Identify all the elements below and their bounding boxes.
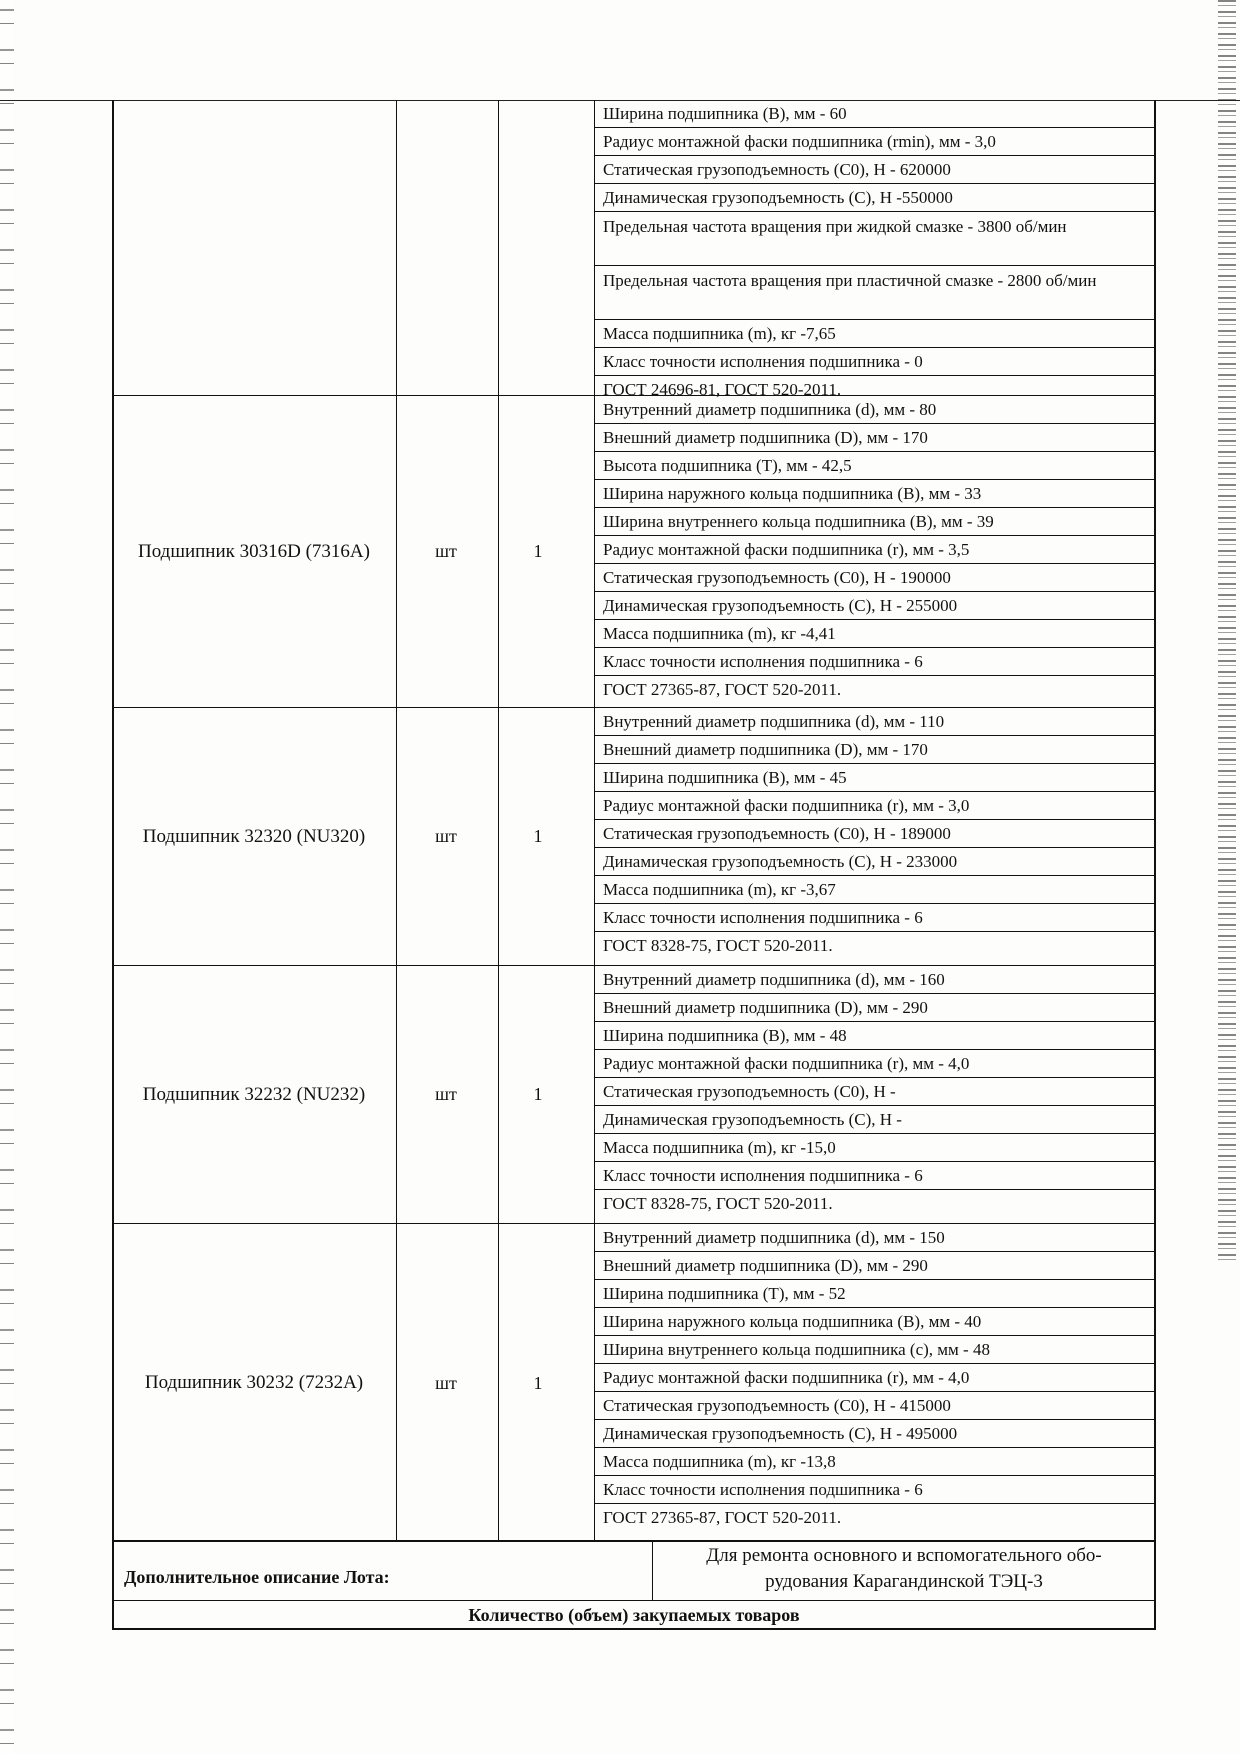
scan-edge-right (1218, 0, 1236, 1260)
spec-line: Масса подшипника (m), кг -15,0 (595, 1134, 1155, 1162)
spec-line: Масса подшипника (m), кг -13,8 (595, 1448, 1155, 1476)
spec-line: Статическая грузоподъемность (C0), Н - 190000 (595, 564, 1155, 592)
spec-line: Предельная частота вращения при пластичной смазке - 2800 об/мин (595, 266, 1155, 320)
spec-line: Класс точности исполнения подшипника - 6 (595, 1476, 1155, 1504)
spec-line: ГОСТ 8328-75, ГОСТ 520-2011. (603, 1194, 833, 1213)
spec-line: Ширина подшипника (B), мм - 60 (595, 100, 1155, 128)
spec-line: Динамическая грузоподъемность (C), Н - 233000 (595, 848, 1155, 876)
column-divider (652, 1541, 653, 1601)
spec-list (595, 708, 1155, 960)
spec-line: Масса подшипника (m), кг -3,67 (595, 876, 1155, 904)
table-row (114, 100, 1154, 399)
spec-line: Ширина подшипника (B), мм - 48 (595, 1022, 1155, 1050)
spec-line: Статическая грузоподъемность (C0), Н - 415000 (595, 1392, 1155, 1420)
lot-description-value (654, 1543, 1154, 1595)
item-name: Подшипник 32232 (NU232) (142, 1083, 366, 1105)
spec-line: Динамическая грузоподъемность (C), Н -550000 (595, 184, 1155, 212)
spec-line: Класс точности исполнения подшипника - 6 (595, 648, 1155, 676)
spec-line: ГОСТ 8328-75, ГОСТ 520-2011. (603, 936, 833, 955)
spec-line: Масса подшипника (m), кг -7,65 (595, 320, 1155, 348)
spec-line: Статическая грузоподъемность (C0), Н - 620000 (595, 156, 1155, 184)
table-row (114, 966, 1154, 1224)
spec-line: Радиус монтажной фаски подшипника (r), мм - 4,0 (595, 1364, 1155, 1392)
specification-table (112, 100, 1156, 1542)
item-name (114, 100, 394, 395)
spec-line: Высота подшипника (T), мм - 42,5 (595, 452, 1155, 480)
item-name: Подшипник 32320 (NU320) (142, 825, 366, 847)
spec-list (595, 966, 1155, 1218)
item-name: Подшипник 30232 (7232А) (144, 1372, 364, 1393)
spec-line: Статическая грузоподъемность (C0), Н - 189000 (595, 820, 1155, 848)
spec-line: Ширина наружного кольца подшипника (B), мм - 33 (595, 480, 1155, 508)
spec-line: Внешний диаметр подшипника (D), мм - 170 (595, 736, 1155, 764)
spec-line: Ширина внутреннего кольца подшипника (c), мм - 48 (595, 1336, 1155, 1364)
spec-line: Класс точности исполнения подшипника - 6 (595, 1162, 1155, 1190)
item-unit: шт (435, 826, 457, 846)
scan-edge-left (0, 0, 14, 1754)
lot-description-line: Для ремонта основного и вспомогательного обо- (706, 1545, 1102, 1566)
table-body (114, 100, 1154, 1540)
spec-line: Внутренний диаметр подшипника (d), мм - 80 (595, 396, 1155, 424)
spec-line: Динамическая грузоподъемность (C), Н - 495000 (595, 1420, 1155, 1448)
lot-description-row (112, 1540, 1156, 1600)
item-qty: 1 (533, 541, 543, 561)
spec-line: Ширина внутреннего кольца подшипника (B), мм - 39 (595, 508, 1155, 536)
item-qty: 1 (533, 826, 543, 846)
spec-list (595, 396, 1155, 704)
item-unit: шт (435, 541, 457, 561)
spec-line: Внешний диаметр подшипника (D), мм - 290 (595, 1252, 1155, 1280)
spec-line: Внешний диаметр подшипника (D), мм - 170 (595, 424, 1155, 452)
spec-line: Ширина наружного кольца подшипника (B), мм - 40 (595, 1308, 1155, 1336)
spec-line: Внешний диаметр подшипника (D), мм - 290 (595, 994, 1155, 1022)
spec-line: Радиус монтажной фаски подшипника (rmin), мм - 3,0 (595, 128, 1155, 156)
spec-line: ГОСТ 27365-87, ГОСТ 520-2011. (603, 1508, 842, 1527)
item-unit: шт (435, 1084, 457, 1104)
spec-line: Класс точности исполнения подшипника - 0 (595, 348, 1155, 376)
spec-line: Внутренний диаметр подшипника (d), мм - 110 (595, 708, 1155, 736)
spec-line: Предельная частота вращения при жидкой смазке - 3800 об/мин (595, 212, 1155, 266)
spec-line: Ширина подшипника (B), мм - 45 (595, 764, 1155, 792)
spec-line: Масса подшипника (m), кг -4,41 (595, 620, 1155, 648)
spec-line: Радиус монтажной фаски подшипника (r), мм - 4,0 (595, 1050, 1155, 1078)
spec-list (595, 100, 1155, 404)
table-row (114, 396, 1154, 708)
spec-line: Динамическая грузоподъемность (C), Н - 255000 (595, 592, 1155, 620)
spec-line: Внутренний диаметр подшипника (d), мм - 150 (595, 1224, 1155, 1252)
spec-line: Класс точности исполнения подшипника - 6 (595, 904, 1155, 932)
item-unit (396, 100, 496, 395)
lot-description-label: Дополнительное описание Лота: (124, 1567, 390, 1587)
table-row (114, 708, 1154, 966)
item-qty (498, 100, 578, 395)
spec-line: Динамическая грузоподъемность (C), Н - (595, 1106, 1155, 1134)
spec-line: Внутренний диаметр подшипника (d), мм - 160 (595, 966, 1155, 994)
spec-line: Ширина подшипника (T), мм - 52 (595, 1280, 1155, 1308)
item-unit: шт (435, 1372, 457, 1393)
spec-list (595, 1224, 1155, 1532)
quantity-heading: Количество (объем) закупаемых товаров (112, 1600, 1156, 1630)
table-row (114, 1224, 1154, 1542)
spec-line: Радиус монтажной фаски подшипника (r), мм - 3,0 (595, 792, 1155, 820)
item-qty: 1 (533, 1372, 543, 1393)
spec-line: Статическая грузоподъемность (C0), Н - (595, 1078, 1155, 1106)
item-qty: 1 (533, 1084, 543, 1104)
spec-line: ГОСТ 24696-81, ГОСТ 520-2011. (603, 380, 842, 399)
item-name: Подшипник 30316D (7316А) (138, 540, 370, 562)
spec-line: Радиус монтажной фаски подшипника (r), мм - 3,5 (595, 536, 1155, 564)
lot-description-line: рудования Карагандинской ТЭЦ-3 (765, 1571, 1043, 1592)
spec-line: ГОСТ 27365-87, ГОСТ 520-2011. (603, 680, 842, 699)
